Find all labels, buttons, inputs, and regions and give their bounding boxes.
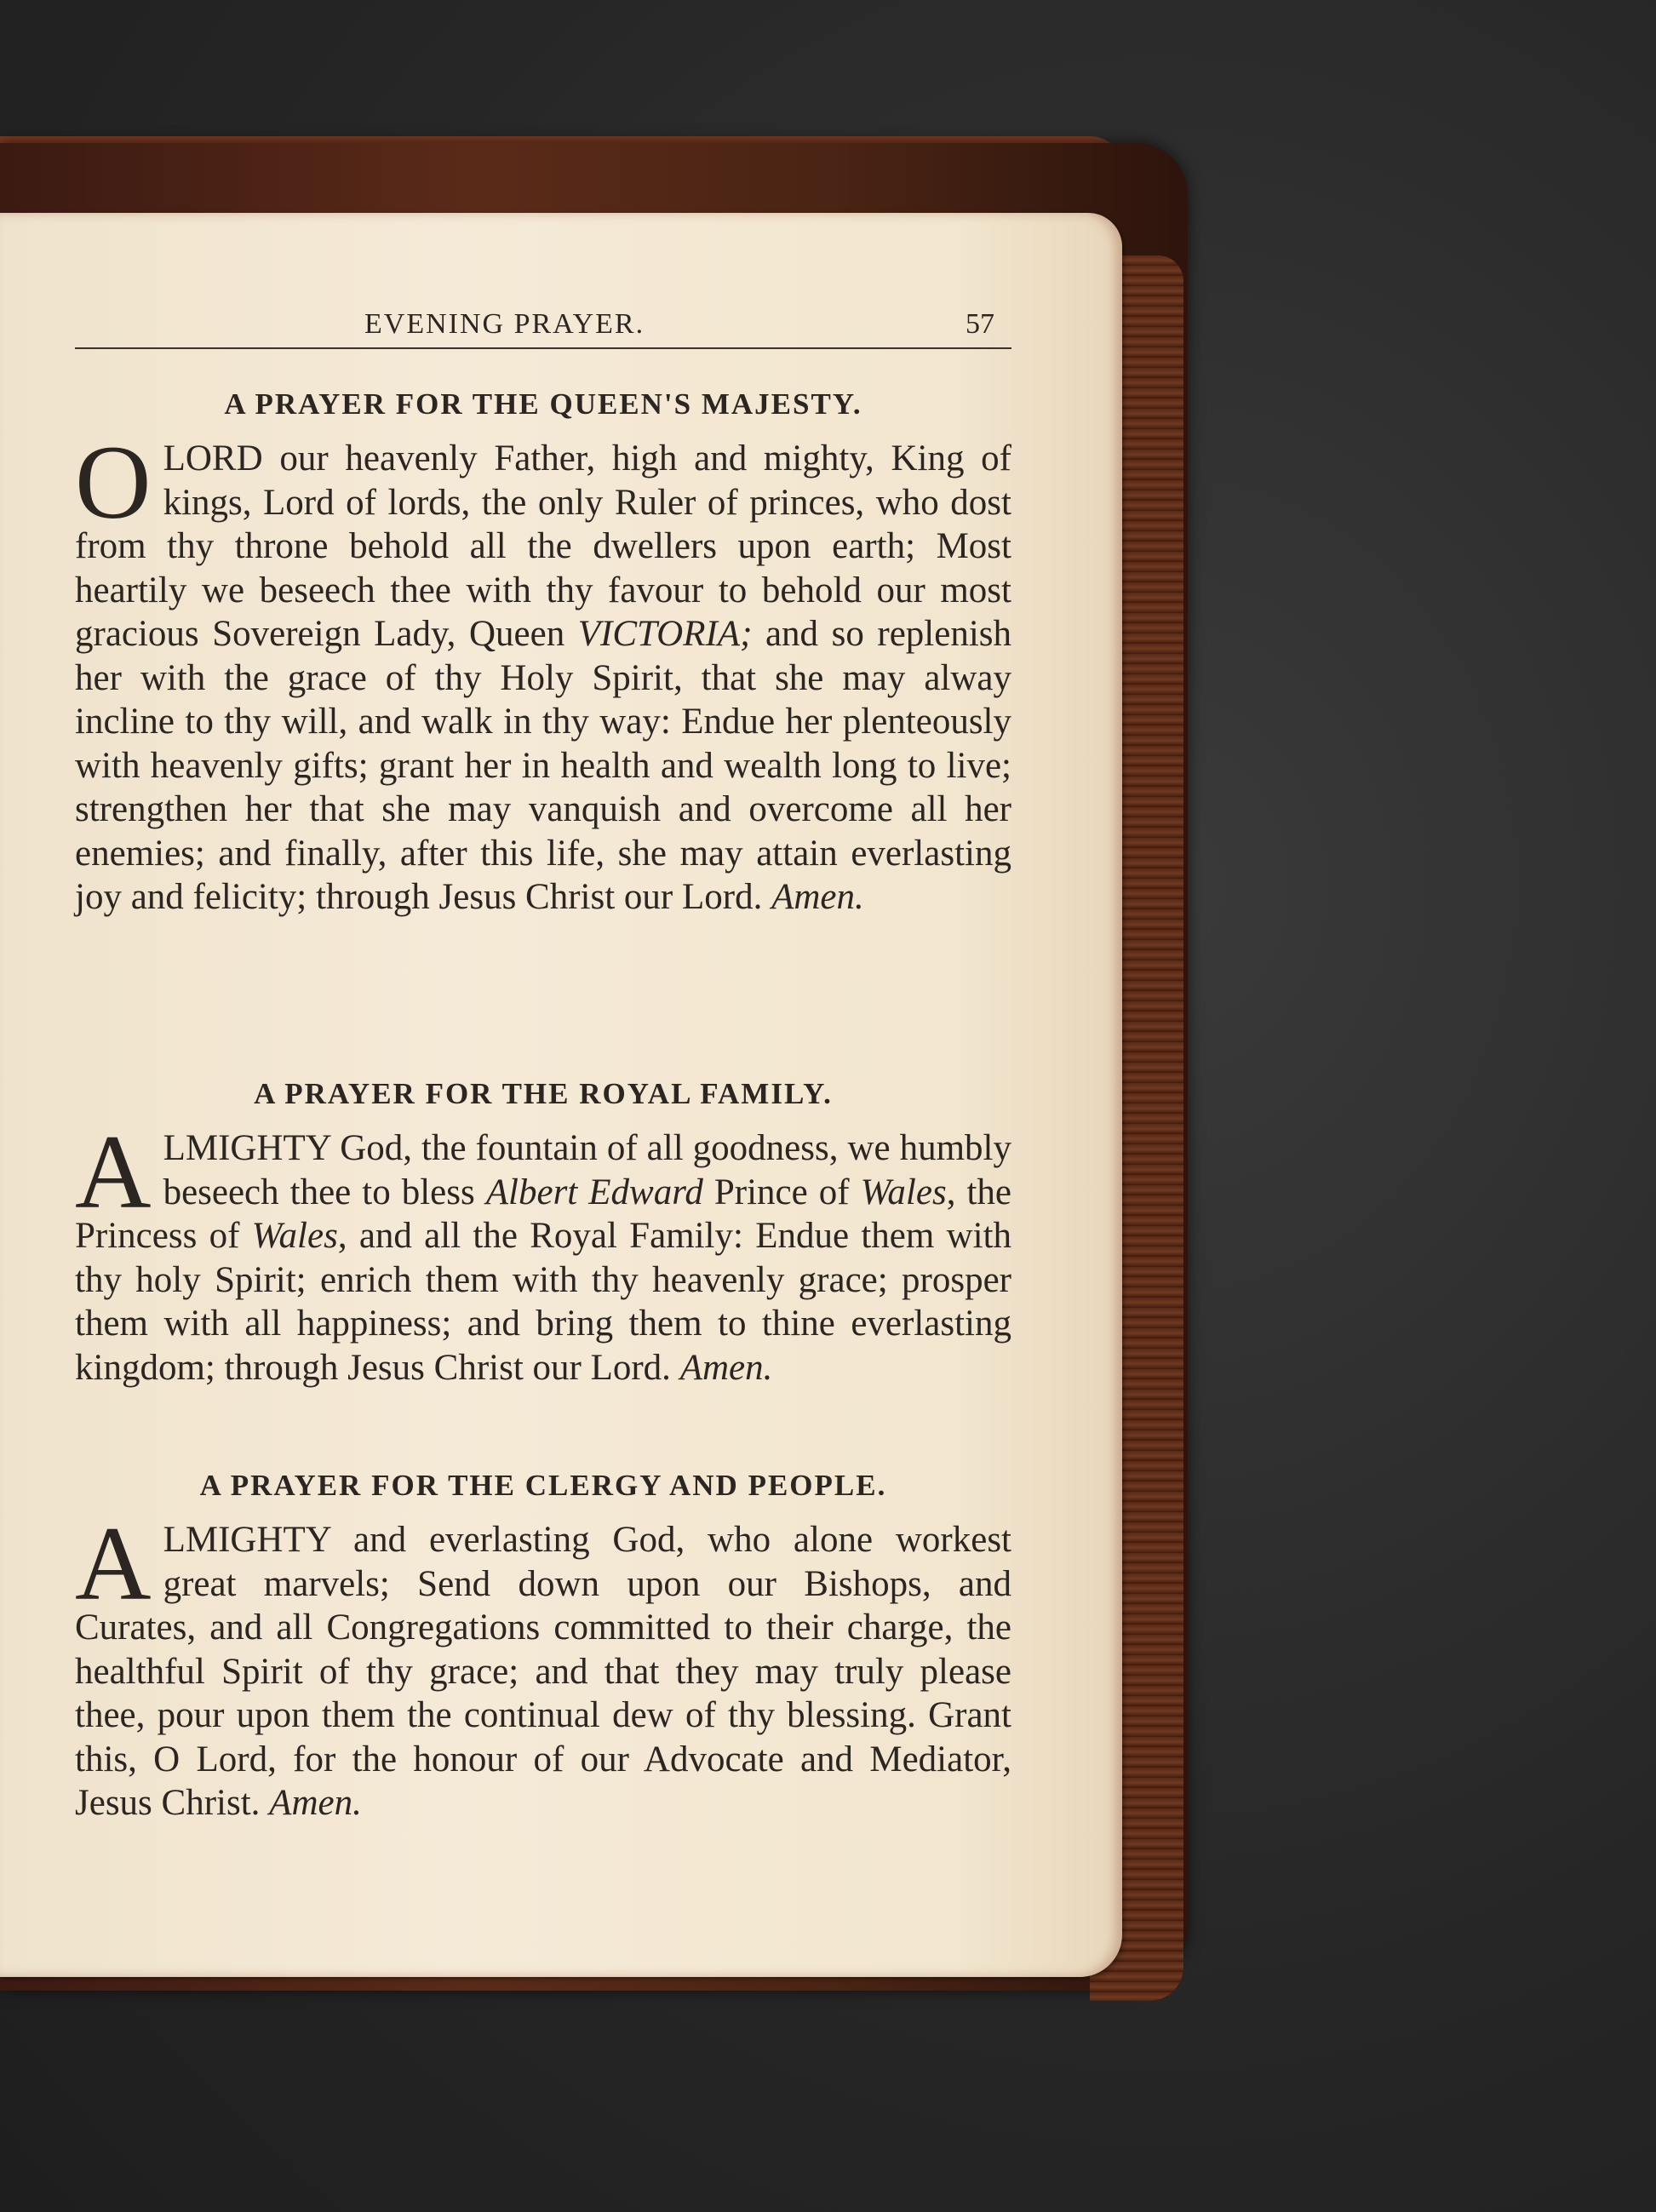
- prayer-text-part: , and all the Royal Family: Endue them with thy holy Spirit; enrich them with thy heavenly grace; prosper them with all happiness; and bring them to thine everlasting kingdom; through Jesus Christ our Lord.: [75, 1216, 1012, 1388]
- drop-cap: O: [75, 424, 152, 541]
- prayer-text: [75, 1114, 1012, 1390]
- royal-name: Albert Edward: [485, 1172, 703, 1212]
- prayer-text-part: LMIGHTY and everlasting God, who alone workest great marvels; Send down upon our Bishops, and Curates, and all Congregations committed to their charge, the healthful Spirit of thy grace; and that they may truly please thee, pour upon them the continual dew of thy blessing. Grant this, O Lord, for the honour of our Advocate and Mediator, Jesus Christ.: [75, 1520, 1011, 1823]
- prayer-text-part: , the Princess of: [75, 1172, 1011, 1256]
- prayer-text: [75, 1505, 1011, 1825]
- prayer-heading: A PRAYER FOR THE CLERGY AND PEOPLE.: [199, 1469, 887, 1502]
- drop-cap: A: [75, 1505, 152, 1622]
- running-head: [75, 305, 1011, 349]
- drop-cap: A: [75, 1114, 152, 1230]
- prayer-text-part: Prince of: [702, 1172, 861, 1212]
- prayer-heading: A PRAYER FOR THE QUEEN'S MAJESTY.: [224, 387, 862, 421]
- prayer-clergy-people: [75, 1469, 1011, 1825]
- prayer-text-part: and so replenish her with the grace of thy Holy Spirit, that she may alway incline to thy will, and walk in thy way: Endue her plenteously with heavenly gifts; grant her in health and wealth long to live; strengthen her that she may vanquish and overcome all her enemies; and finally, after this life, she may attain everlasting joy and felicity; through Jesus Christ our Lord.: [75, 614, 1011, 917]
- amen: Amen.: [269, 1783, 362, 1823]
- prayer-text-part: LMIGHTY God, the fountain of all goodness, we humbly beseech thee to bless: [163, 1128, 1011, 1212]
- royal-title: Wales: [860, 1172, 947, 1212]
- prayer-royal-family: [75, 1077, 1011, 1390]
- page-content: [75, 213, 1011, 1977]
- prayer-queens-majesty: [75, 387, 1011, 920]
- amen: Amen.: [771, 877, 864, 917]
- book-page: [0, 213, 1122, 1977]
- running-head-title: EVENING PRAYER.: [364, 308, 645, 340]
- prayer-text-part: LORD our heavenly Father, high and mighty, King of kings, Lord of lords, the only Ruler of princes, who dost from thy throne behold all the dwellers upon earth; Most heartily we beseech thee with thy favour to behold our most gracious Sovereign Lady, Queen: [75, 438, 1011, 654]
- amen: Amen.: [679, 1347, 773, 1388]
- sovereign-name: VICTORIA;: [577, 614, 753, 654]
- prayer-heading: A PRAYER FOR THE ROYAL FAMILY.: [254, 1077, 833, 1110]
- page-number: 57: [966, 308, 994, 340]
- royal-title: Wales: [251, 1216, 338, 1256]
- prayer-text: [75, 424, 1011, 920]
